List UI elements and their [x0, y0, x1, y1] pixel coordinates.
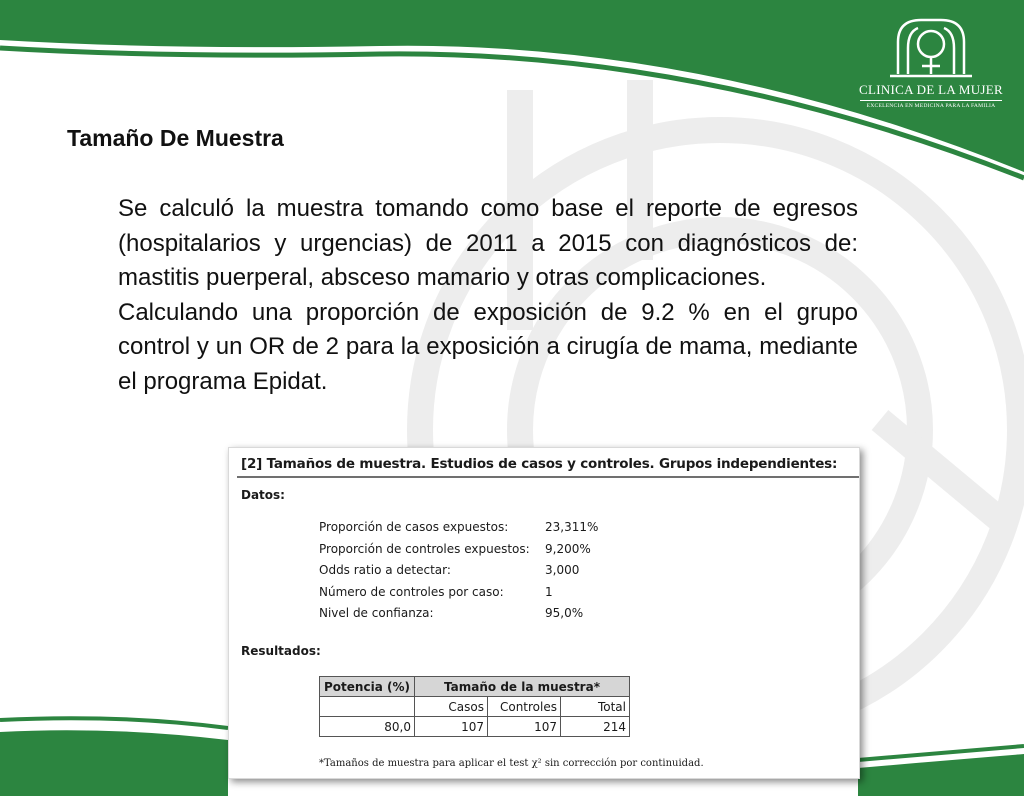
datos-row [319, 563, 619, 585]
epidat-title-rule [237, 476, 859, 478]
datos-list [319, 520, 619, 628]
bottom-left-band [0, 730, 228, 796]
table-row [320, 717, 630, 737]
clinic-name: CLINICA DE LA MUJER [858, 82, 1003, 97]
logo-divider [860, 100, 1002, 101]
header-potencia: Potencia (%) [320, 677, 415, 697]
epidat-screenshot [228, 447, 860, 779]
cell-potencia: 80,0 [320, 717, 415, 737]
results-subheader-row [320, 697, 630, 717]
cell-total: 214 [561, 717, 630, 737]
datos-row-value: 95,0% [545, 606, 584, 620]
datos-row-label: Proporción de casos expuestos: [319, 520, 509, 534]
results-table [319, 676, 630, 737]
epidat-title: [2] Tamaños de muestra. Estudios de casos y controles. Grupos independientes: [241, 456, 838, 472]
datos-row [319, 542, 619, 564]
results-header-row [320, 677, 630, 697]
table-footnote: *Tamaños de muestra para aplicar el test χ² sin corrección por continuidad. [319, 758, 704, 769]
paragraph-method: Se calculó la muestra tomando como base el reporte de egresos (hospitalarios y urgencias) de 2011 a 2015 con diagnósticos de: mastitis puerperal, absceso mamario y otras complicaciones. [118, 195, 858, 291]
clinic-logo [856, 14, 1006, 109]
subheader-total: Total [561, 697, 630, 717]
cell-controles: 107 [488, 717, 561, 737]
resultados-label: Resultados: [241, 644, 321, 658]
subheader-controles: Controles [488, 697, 561, 717]
header-tamano: Tamaño de la muestra* [415, 677, 630, 697]
datos-row-value: 1 [545, 584, 553, 599]
datos-label: Datos: [241, 488, 285, 502]
datos-row [319, 585, 619, 607]
datos-row-label: Odds ratio a detectar: [319, 563, 451, 577]
datos-row-value: 9,200% [545, 541, 591, 556]
subheader-casos: Casos [415, 697, 488, 717]
subheader-empty [320, 697, 415, 717]
datos-row-label: Proporción de controles expuestos: [319, 541, 530, 556]
clinic-tagline: EXCELENCIA EN MEDICINA PARA LA FAMILIA [866, 103, 996, 109]
datos-row [319, 606, 619, 628]
clinic-emblem-icon [886, 14, 976, 80]
datos-row-value: 3,000 [545, 563, 580, 577]
cell-casos: 107 [415, 717, 488, 737]
slide-body [118, 192, 858, 399]
datos-row [319, 520, 619, 542]
datos-row-value: 23,311% [545, 520, 599, 534]
bottom-left-accent [0, 718, 228, 728]
slide-title: Tamaño De Muestra [67, 125, 284, 151]
datos-row-label: Nivel de confianza: [319, 606, 434, 620]
paragraph-calculation: Calculando una proporción de exposición de 9.2 % en el grupo control y un OR de 2 para la exposición a cirugía de mama, mediante el programa Epidat. [118, 298, 858, 395]
bottom-right-band [858, 754, 1024, 796]
datos-row-label: Número de controles por caso: [319, 584, 504, 599]
